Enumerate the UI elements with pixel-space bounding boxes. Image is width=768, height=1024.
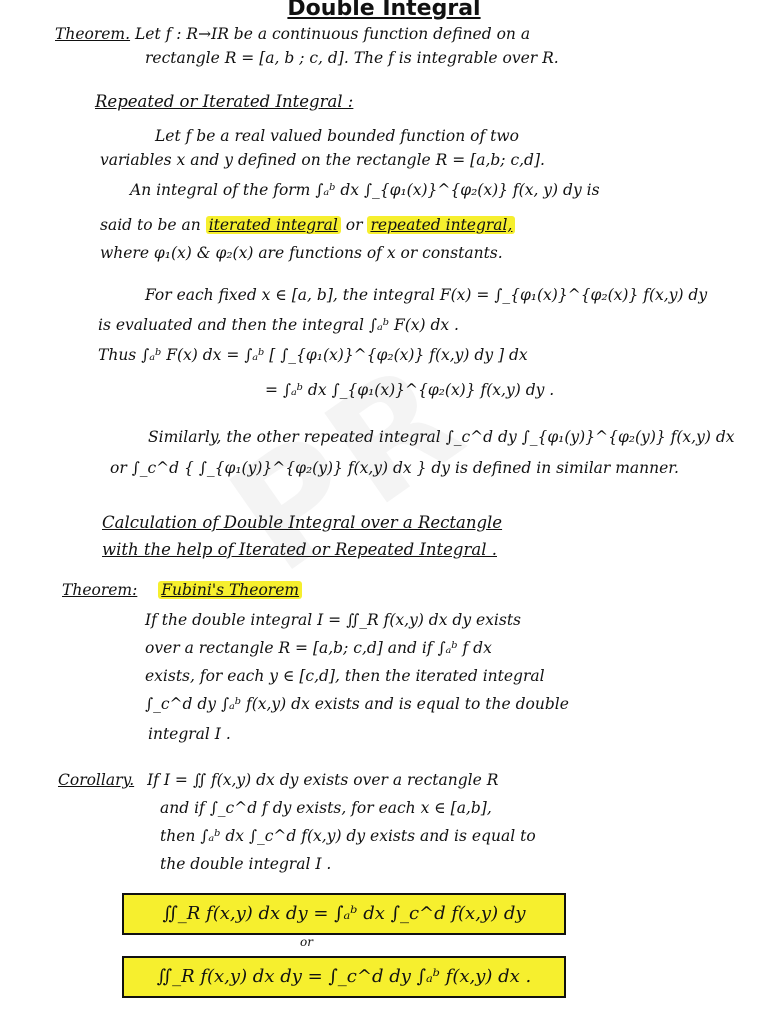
section-1-line-8: Thus ∫ₐᵇ F(x) dx = ∫ₐᵇ [ ∫_{φ₁(x)}^{φ₂(x)} f(x,y) dy ] dx — [98, 346, 528, 364]
section-1-line-10: Similarly, the other repeated integral ∫_c^d dy ∫_{φ₁(y)}^{φ₂(y)} f(x,y) dx — [148, 428, 735, 446]
page-title: Double Integral — [287, 0, 481, 21]
theorem-2-label: Theorem: — [62, 581, 138, 599]
theorem-1-block — [55, 24, 530, 44]
section-1-line-2: variables x and y defined on the rectangle R = [a,b; c,d]. — [100, 151, 545, 169]
formula-box-2: ∬_R f(x,y) dx dy = ∫_c^d dy ∫ₐᵇ f(x,y) dx . — [122, 956, 566, 998]
formula-box-1: ∬_R f(x,y) dx dy = ∫ₐᵇ dx ∫_c^d f(x,y) dy — [122, 893, 566, 935]
corollary-header — [58, 770, 498, 790]
theorem-1-label: Theorem. — [55, 25, 131, 43]
corollary-line-4: the double integral I . — [160, 855, 332, 873]
formula-or: or — [300, 935, 313, 949]
section-1-line-6: For each fixed x ∈ [a, b], the integral F(x) = ∫_{φ₁(x)}^{φ₂(x)} f(x,y) dy — [145, 286, 708, 304]
theorem-2-header — [62, 580, 302, 600]
corollary-line-2: and if ∫_c^d f dy exists, for each x ∈ [a,b], — [160, 799, 492, 817]
section-2-heading-line-1: Calculation of Double Integral over a Rectangle — [102, 513, 503, 532]
theorem-2-line-5: integral I . — [148, 725, 231, 743]
section-1-line-9: = ∫ₐᵇ dx ∫_{φ₁(x)}^{φ₂(x)} f(x,y) dy . — [265, 381, 555, 399]
corollary-line-3: then ∫ₐᵇ dx ∫_c^d f(x,y) dy exists and is equal to — [160, 827, 536, 845]
section-1-line-4 — [100, 215, 515, 235]
corollary-line-1: If I = ∬ f(x,y) dx dy exists over a rectangle R — [147, 771, 499, 789]
theorem-2-line-1: If the double integral I = ∬_R f(x,y) dx dy exists — [145, 611, 522, 629]
theorem-1-line-2: rectangle R = [a, b ; c, d]. The f is integrable over R. — [145, 49, 559, 67]
section-2-heading-line-2: with the help of Iterated or Repeated Integral . — [102, 540, 497, 559]
theorem-1-line-1: Let f : R→IR be a continuous function defined on a — [134, 25, 531, 43]
section-1-heading: Repeated or Iterated Integral : — [95, 92, 354, 111]
highlight-repeated-integral: repeated integral, — [367, 216, 515, 234]
section-1-line-1: Let f be a real valued bounded function of two — [155, 127, 519, 145]
highlight-iterated-integral: iterated integral — [206, 216, 341, 234]
section-1-line-3: An integral of the form ∫ₐᵇ dx ∫_{φ₁(x)}^{φ₂(x)} f(x, y) dy is — [130, 181, 600, 199]
fubini-theorem-title: Fubini's Theorem — [158, 581, 302, 599]
line-4-prefix: said to be an — [100, 216, 201, 234]
theorem-2-line-2: over a rectangle R = [a,b; c,d] and if ∫ₐᵇ f dx — [145, 639, 492, 657]
section-1-line-11: or ∫_c^d { ∫_{φ₁(y)}^{φ₂(y)} f(x,y) dx } dy is defined in similar manner. — [110, 459, 679, 477]
line-4-or: or — [345, 216, 363, 234]
section-1-line-5: where φ₁(x) & φ₂(x) are functions of x or constants. — [100, 244, 503, 262]
corollary-label: Corollary. — [58, 771, 135, 789]
theorem-2-line-4: ∫_c^d dy ∫ₐᵇ f(x,y) dx exists and is equal to the double — [145, 695, 569, 713]
section-1-line-7: is evaluated and then the integral ∫ₐᵇ F(x) dx . — [98, 316, 459, 334]
theorem-2-line-3: exists, for each y ∈ [c,d], then the iterated integral — [145, 667, 545, 685]
